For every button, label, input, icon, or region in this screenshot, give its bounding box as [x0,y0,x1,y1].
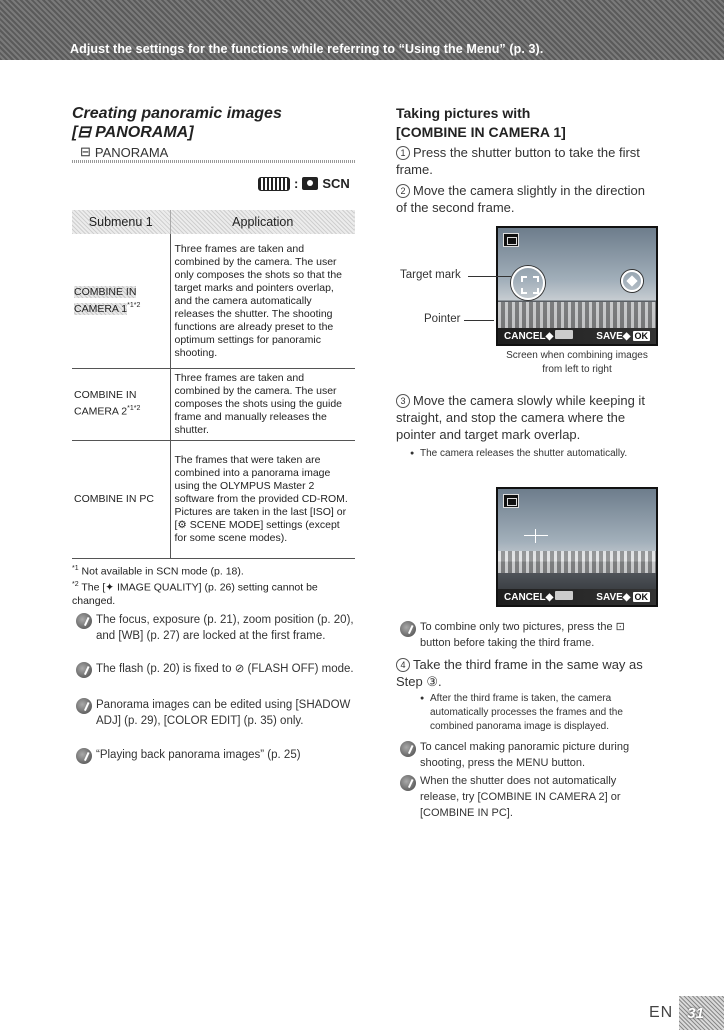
right-title-line1: Taking pictures with [396,105,531,121]
section-subtitle-text: PANORAMA [94,144,169,160]
col-header-application: Application [170,210,355,234]
camera-screen-1 [496,226,658,346]
note-icon [400,621,416,637]
step-1: 1 Press the shutter button to take the first frame. [396,145,640,177]
note-icon [76,613,92,629]
cancel-hint: CANCEL◆ [504,330,573,342]
right-title-line2: [COMBINE IN CAMERA 1] [396,124,566,140]
note-flash: The flash (p. 20) is fixed to ⊘ (FLASH OFF) mode. [96,663,354,675]
page-number-block [649,996,724,1030]
footnote-2: $^{*2}$ The [✦ IMAGE QUALITY] (p. 26) setting cannot be changed. [72,581,318,607]
target-mark-icon [511,266,545,300]
screen-bottom-bar [498,589,656,605]
section-title [72,104,282,142]
callout-line [464,320,494,321]
screen-bottom-bar [498,328,656,344]
note-cancel: To cancel making panoramic picture during shooting, press the MENU button. [420,741,630,769]
camera-screen-2 [496,487,658,607]
submenu-table [72,210,355,559]
note-two-pictures: To combine only two pictures, press the ⊡ button before taking the third frame. [420,621,625,649]
note-icon [400,741,416,757]
table-row [72,234,355,368]
mode-separator: : [294,176,299,191]
submenu-cell: COMBINE IN CAMERA $1^{*1*2}$ [72,234,170,368]
guide-line [535,529,536,543]
pointer-icon [621,270,643,292]
note-release: When the shutter does not automatically release, try [COMBINE IN CAMERA 2] or [COMBINE IN PC]. [420,775,621,819]
mode-indicator [258,176,350,191]
step-3: 3 Move the camera slowly while keeping it straight, and stop the camera where the pointer and target mark overlap. [396,393,645,442]
panorama-mode-icon [503,233,519,247]
submenu-cell: COMBINE IN CAMERA $2^{*1*2}$ [72,368,170,440]
section-title-line2: [⊟ PANORAMA] [72,124,194,141]
language-code: EN [649,1004,674,1021]
right-title [396,104,566,142]
page-number: 31 [679,996,724,1030]
section-divider [72,160,355,163]
table-row [72,440,355,558]
guide-line [524,535,548,536]
callout-line [468,276,511,277]
note-edit: Panorama images can be edited using [SHADOW ADJ] (p. 29), [COLOR EDIT] (p. 35) only. [96,699,351,727]
col-header-submenu: Submenu 1 [72,210,170,234]
screen-caption: Screen when combining images from left to right [506,350,648,375]
cancel-hint: CANCEL◆ [504,591,573,603]
panorama-mode-icon [503,494,519,508]
banner-text: Adjust the settings for the functions while referring to “Using the Menu” (p. 3). [70,42,544,56]
submenu-cell: COMBINE IN PC [72,440,170,558]
note-icon [400,775,416,791]
note-playback-link[interactable]: “Playing back panorama images” (p. 25) [96,749,301,761]
section-title-line1: Creating panoramic images [72,105,282,122]
save-hint: SAVE◆ OK [596,591,648,603]
step-2: 2 Move the camera slightly in the direction of the second frame. [396,183,645,215]
step-3-bullet: ● The camera releases the shutter automatically. [420,447,656,461]
application-cell: Three frames are taken and combined by the camera. The user only composes the shots so that the target marks and pointers overlap, and the camera automatically releases the shutter. The shooting functions are already preset to the optimum settings for panoramic shooting. [170,234,355,368]
step-4: 4 Take the third frame in the same way as Step ③. [396,657,643,689]
note-icon [76,698,92,714]
section-subtitle [80,144,168,160]
camera-icon [302,177,318,190]
note-icon [76,748,92,764]
callout-target-mark: Target mark [400,269,461,281]
save-hint: SAVE◆ OK [596,330,648,342]
note-focus-lock: The focus, exposure (p. 21), zoom position (p. 20), and [WB] (p. 27) are locked at the first frame. [96,614,354,642]
table-row [72,368,355,440]
callout-pointer: Pointer [424,313,461,325]
memory-card-icon [258,177,290,191]
note-icon [76,662,92,678]
step-4-bullet: ● After the third frame is taken, the camera automatically processes the frames and the combined panorama image is displayed. [430,692,656,734]
application-cell: The frames that were taken are combined into a panorama image using the OLYMPUS Master 2 software from the provided CD-ROM. Pictures are taken in the last [ISO] or [⚙ SCENE MODE] settings (except for some scene modes). [170,440,355,558]
footnote-1: $^{*1}$ Not available in SCN mode (p. 18). [72,565,244,578]
scn-label: SCN [322,176,350,191]
panorama-icon: ⊟ [80,144,91,159]
top-banner [0,0,724,60]
application-cell: Three frames are taken and combined by the camera. The user composes the shots using the guide frame and manually releases the shutter. [170,368,355,440]
